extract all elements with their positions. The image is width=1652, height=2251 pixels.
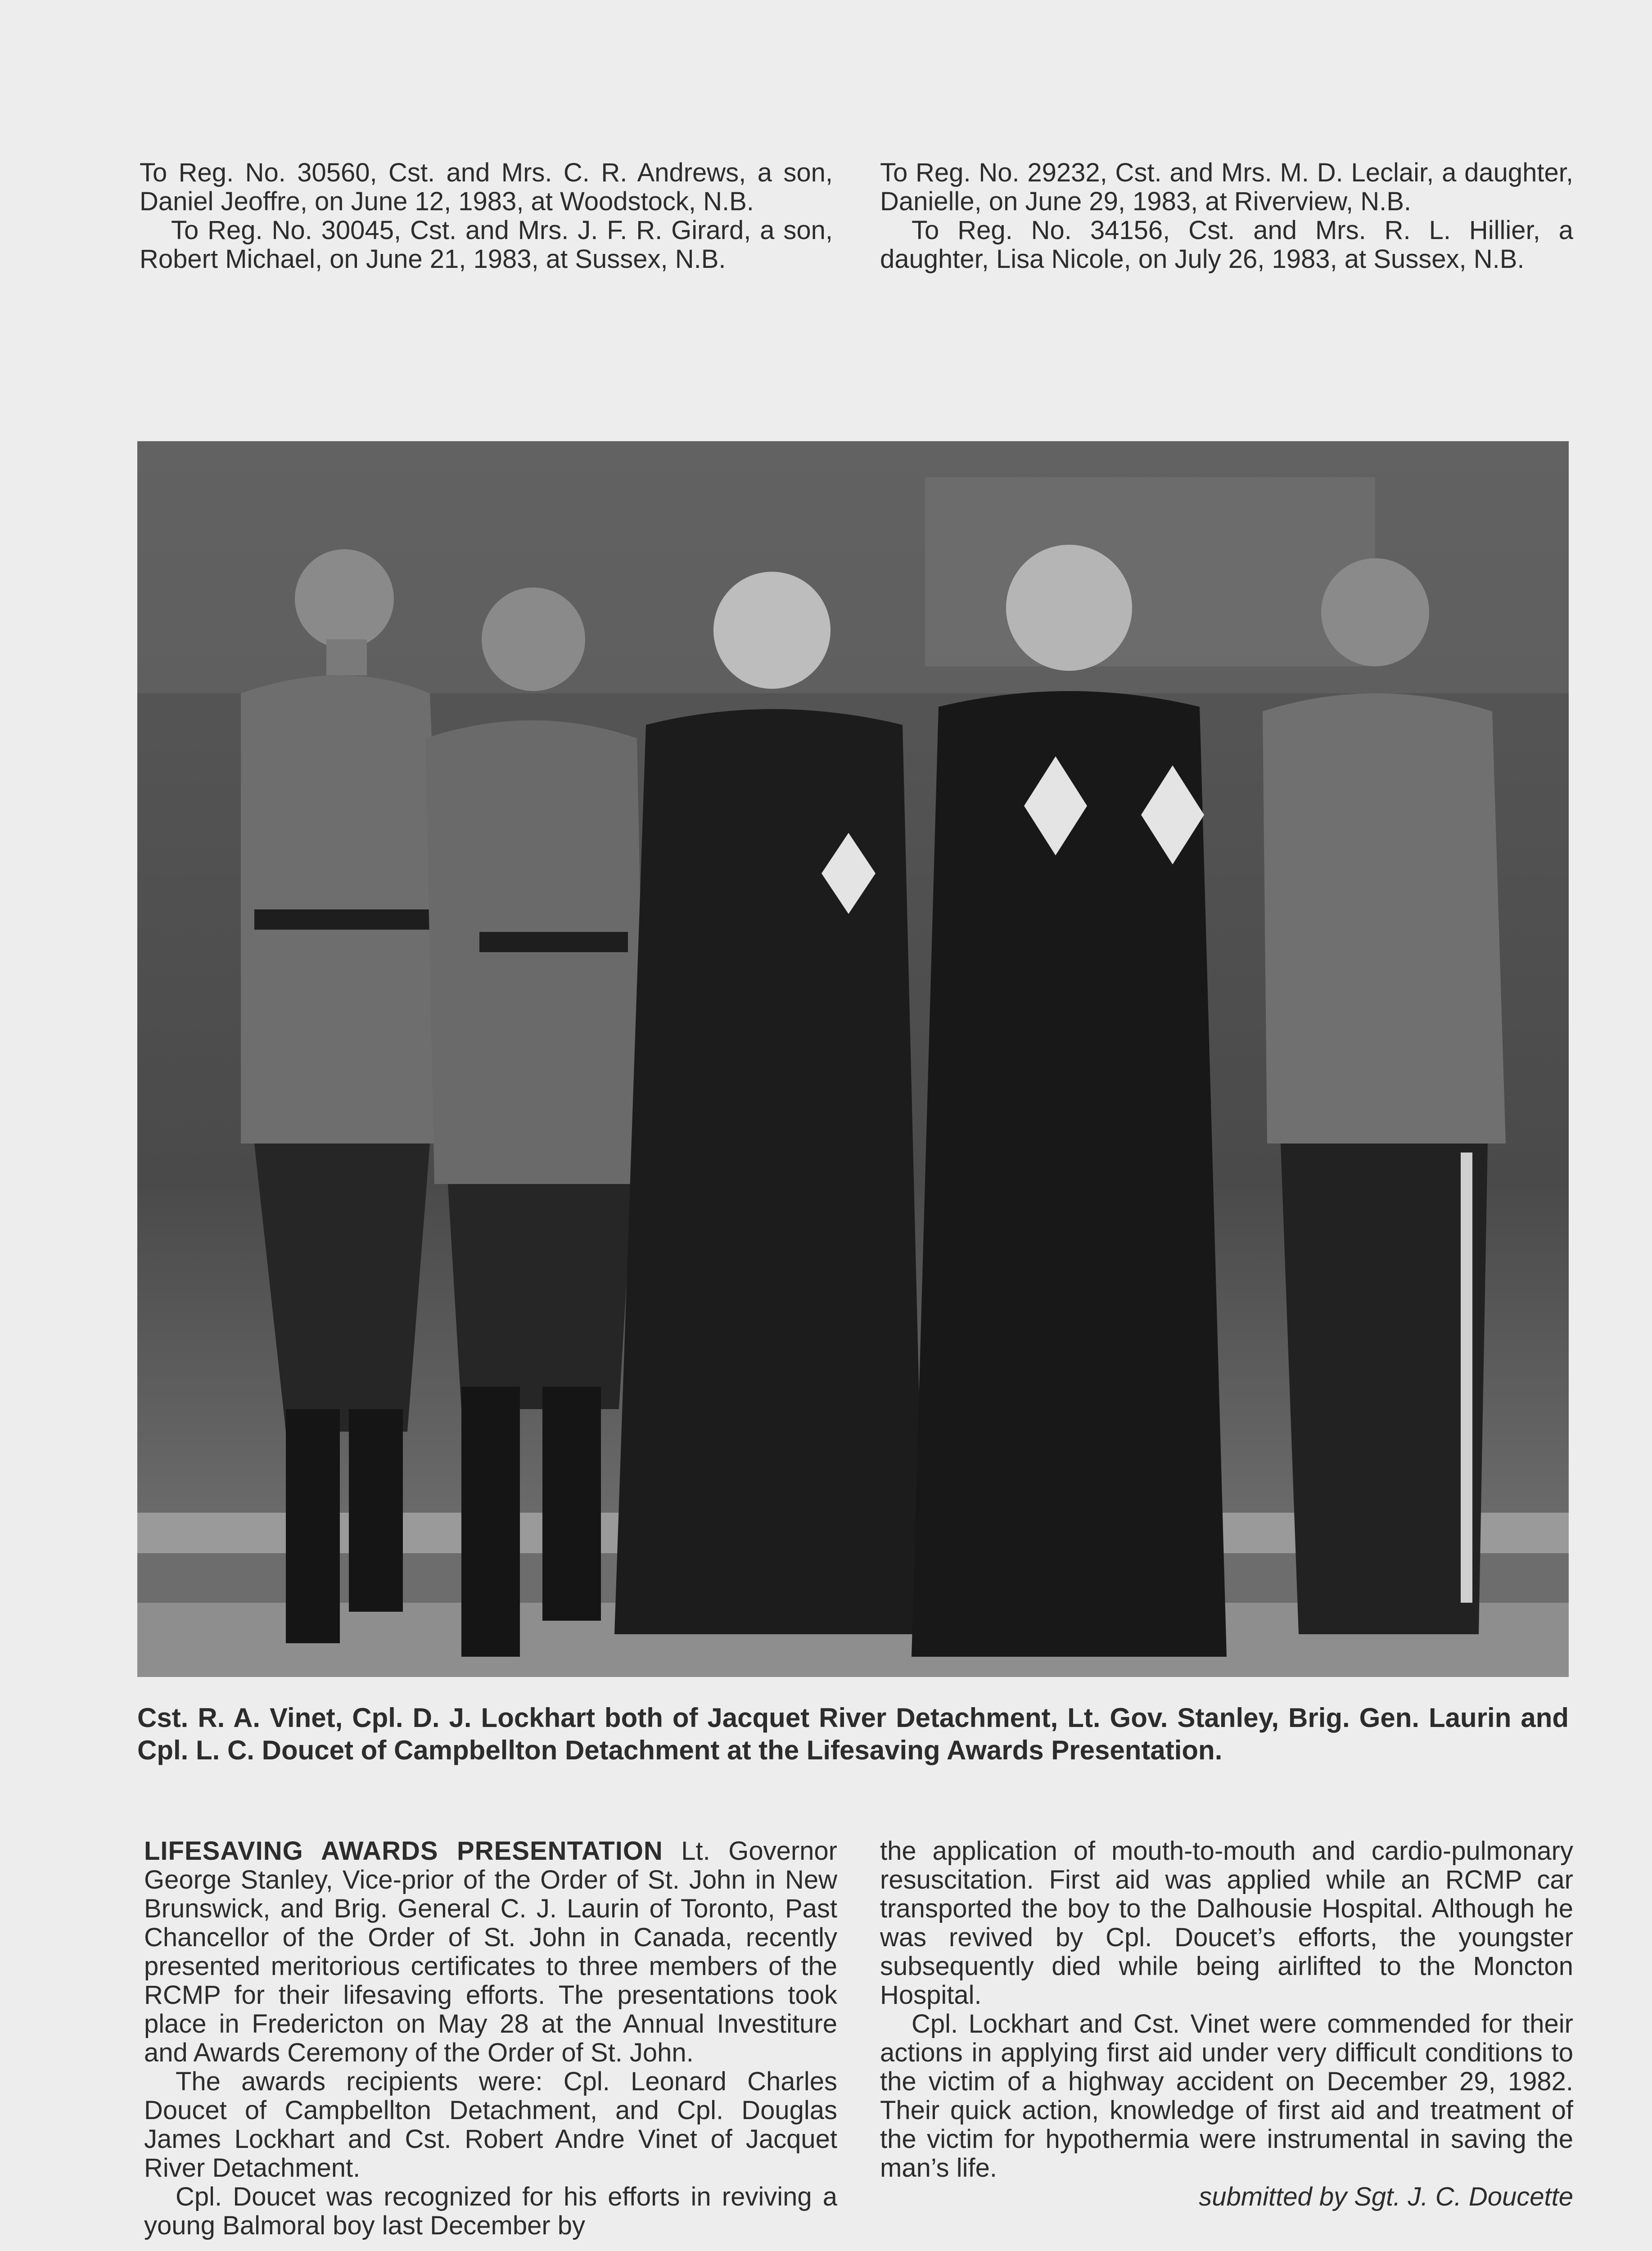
article-column-left [144, 1837, 837, 2240]
article-paragraph: Cpl. Lockhart and Cst. Vinet were commended for their actions in applying first aid under very difficult conditions to the victim of a highway accident on December 29, 1982. Their quick action, knowledge of first aid and treatment of the victim for hypothermia were instrumental in saving the man’s life. [880, 2009, 1573, 2183]
article-column-right [880, 1837, 1573, 2211]
announcement-hillier: To Reg. No. 34156, Cst. and Mrs. R. L. Hillier, a daughter, Lisa Nicole, on July 26, 1983, at Sussex, N.B. [880, 216, 1573, 274]
article-paragraph: Cpl. Doucet was recognized for his efforts in reviving a young Balmoral boy last December by [144, 2182, 837, 2240]
article-paragraph: Lt. Governor George Stanley, Vice-prior of the Order of St. John in New Brunswick, and Brig. General C. J. Laurin of Toronto, Past Chancellor of the Order of St. John in Canada, recently presented meritorious certificates to three members of the RCMP for their lifesaving efforts. The presentations took place in Fredericton on May 28 at the Annual Investiture and Awards Ceremony of the Order of St. John. [144, 1836, 837, 2067]
article-signature: submitted by Sgt. J. C. Doucette [1199, 2182, 1573, 2211]
birth-announcements-right [880, 158, 1573, 274]
announcement-girard: To Reg. No. 30045, Cst. and Mrs. J. F. R. Girard, a son, Robert Michael, on June 21, 1983, at Sussex, N.B. [140, 216, 833, 274]
group-photograph [137, 441, 1569, 1677]
photo-caption: Cst. R. A. Vinet, Cpl. D. J. Lockhart both of Jacquet River Detachment, Lt. Gov. Stanley, Brig. Gen. Laurin and Cpl. L. C. Doucet of Campbellton Detachment at the Lifesaving Awards Presentation. [137, 1703, 1569, 1765]
birth-announcements-left [140, 158, 833, 274]
article-paragraph: the application of mouth-to-mouth and cardio-pulmonary resuscitation. First aid was applied while an RCMP car transported the boy to the Dalhousie Hospital. Although he was revived by Cpl. Doucet’s efforts, the youngster subsequently died while being airlifted to the Moncton Hospital. [880, 1836, 1573, 2010]
announcement-andrews: To Reg. No. 30560, Cst. and Mrs. C. R. Andrews, a son, Daniel Jeoffre, on June 12, 1983, at Woodstock, N.B. [140, 158, 833, 216]
article-heading: LIFESAVING AWARDS PRESENTATION [144, 1836, 663, 1866]
article-paragraph: The awards recipients were: Cpl. Leonard Charles Doucet of Campbellton Detachment, and Cpl. Douglas James Lockhart and Cst. Robert Andre Vinet of Jacquet River Detachment. [144, 2067, 837, 2183]
lt-gov-stanley-figure [614, 572, 925, 1634]
brig-gen-laurin-figure [912, 545, 1227, 1657]
officer-doucet-figure [1263, 558, 1506, 1634]
announcement-leclair: To Reg. No. 29232, Cst. and Mrs. M. D. Leclair, a daughter, Danielle, on June 29, 1983, at Riverview, N.B. [880, 158, 1573, 216]
